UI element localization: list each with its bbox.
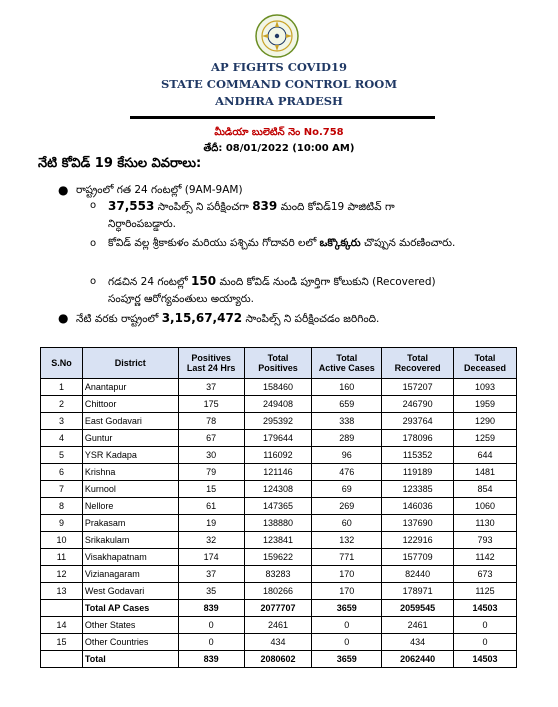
table-cell: 37 bbox=[178, 566, 244, 583]
table-cell: 2059545 bbox=[382, 600, 454, 617]
table-cell bbox=[41, 600, 83, 617]
column-header: District bbox=[82, 348, 178, 379]
district-cases-table bbox=[40, 347, 517, 668]
table-cell: Other Countries bbox=[82, 634, 178, 651]
table-row bbox=[41, 379, 517, 396]
table-cell: 2461 bbox=[244, 617, 312, 634]
table-cell: 0 bbox=[454, 634, 517, 651]
table-cell: Guntur bbox=[82, 430, 178, 447]
table-row bbox=[41, 396, 517, 413]
table-cell: 119189 bbox=[382, 464, 454, 481]
table-cell: 170 bbox=[312, 583, 382, 600]
table-cell: 15 bbox=[178, 481, 244, 498]
table-cell: 2 bbox=[41, 396, 83, 413]
point-1c: గడచిన 24 గంటల్లో 150 మంది కోవిడ్ నుండి పూర్తిగా కోలుకుని (Recovered) bbox=[108, 274, 436, 288]
column-header: S.No bbox=[41, 348, 83, 379]
table-cell: 289 bbox=[312, 430, 382, 447]
header-divider bbox=[130, 116, 435, 119]
table-cell: 1481 bbox=[454, 464, 517, 481]
table-cell: 249408 bbox=[244, 396, 312, 413]
table-row bbox=[41, 481, 517, 498]
table-cell: 434 bbox=[382, 634, 454, 651]
table-cell: 180266 bbox=[244, 583, 312, 600]
table-cell: Nellore bbox=[82, 498, 178, 515]
table-body bbox=[41, 379, 517, 668]
table-cell: 293764 bbox=[382, 413, 454, 430]
table-cell: 338 bbox=[312, 413, 382, 430]
table-cell: 174 bbox=[178, 549, 244, 566]
table-cell: 35 bbox=[178, 583, 244, 600]
table-cell: 175 bbox=[178, 396, 244, 413]
table-cell: 116092 bbox=[244, 447, 312, 464]
table-cell: 1290 bbox=[454, 413, 517, 430]
table-row bbox=[41, 464, 517, 481]
table-cell: 1130 bbox=[454, 515, 517, 532]
table-cell: 9 bbox=[41, 515, 83, 532]
table-row bbox=[41, 413, 517, 430]
table-row bbox=[41, 549, 517, 566]
table-cell: 673 bbox=[454, 566, 517, 583]
table-row bbox=[41, 430, 517, 447]
table-cell: Krishna bbox=[82, 464, 178, 481]
table-cell bbox=[41, 651, 83, 668]
table-cell: 13 bbox=[41, 583, 83, 600]
table-cell: 147365 bbox=[244, 498, 312, 515]
table-cell: 122916 bbox=[382, 532, 454, 549]
table-cell: 793 bbox=[454, 532, 517, 549]
sub-bullet-icon: o bbox=[90, 200, 97, 211]
column-header: Positives Last 24 Hrs bbox=[178, 348, 244, 379]
table-cell: 3 bbox=[41, 413, 83, 430]
table-cell: 771 bbox=[312, 549, 382, 566]
sub-bullet-icon: o bbox=[90, 238, 97, 249]
table-row bbox=[41, 515, 517, 532]
table-cell: Chittoor bbox=[82, 396, 178, 413]
table-cell: Srikakulam bbox=[82, 532, 178, 549]
table-cell: 96 bbox=[312, 447, 382, 464]
table-cell: Total bbox=[82, 651, 178, 668]
table-cell: 295392 bbox=[244, 413, 312, 430]
table-cell: 14503 bbox=[454, 651, 517, 668]
table-cell: 19 bbox=[178, 515, 244, 532]
table-cell: 1060 bbox=[454, 498, 517, 515]
table-cell: 476 bbox=[312, 464, 382, 481]
table-cell: 659 bbox=[312, 396, 382, 413]
table-cell: 4 bbox=[41, 430, 83, 447]
table-cell: 8 bbox=[41, 498, 83, 515]
table-cell: 6 bbox=[41, 464, 83, 481]
table-cell: 3659 bbox=[312, 651, 382, 668]
table-cell: 78 bbox=[178, 413, 244, 430]
table-cell: 83283 bbox=[244, 566, 312, 583]
table-cell: 160 bbox=[312, 379, 382, 396]
table-cell: 1259 bbox=[454, 430, 517, 447]
table-cell: 2077707 bbox=[244, 600, 312, 617]
table-row bbox=[41, 498, 517, 515]
table-cell: 10 bbox=[41, 532, 83, 549]
table-cell: East Godavari bbox=[82, 413, 178, 430]
table-cell: 137690 bbox=[382, 515, 454, 532]
table-cell: 11 bbox=[41, 549, 83, 566]
table-cell: 1125 bbox=[454, 583, 517, 600]
table-cell: 157207 bbox=[382, 379, 454, 396]
table-cell: 434 bbox=[244, 634, 312, 651]
table-row bbox=[41, 447, 517, 464]
table-cell: 1142 bbox=[454, 549, 517, 566]
table-row bbox=[41, 532, 517, 549]
bullet-icon: ● bbox=[58, 183, 69, 197]
table-cell: 146036 bbox=[382, 498, 454, 515]
table-cell: 159622 bbox=[244, 549, 312, 566]
table-cell: YSR Kadapa bbox=[82, 447, 178, 464]
page-heading: నేటి కోవిడ్ 19 కేసుల వివరాలు: bbox=[38, 156, 202, 171]
table-cell: Total AP Cases bbox=[82, 600, 178, 617]
table-cell: 79 bbox=[178, 464, 244, 481]
table-cell: 0 bbox=[178, 617, 244, 634]
table-cell: 269 bbox=[312, 498, 382, 515]
table-cell: 12 bbox=[41, 566, 83, 583]
point-1c-cont: సంపూర్ణ ఆరోగ్యవంతులు అయ్యారు. bbox=[108, 293, 254, 305]
table-cell: Kurnool bbox=[82, 481, 178, 498]
table-cell: Anantapur bbox=[82, 379, 178, 396]
table-cell: 82440 bbox=[382, 566, 454, 583]
header-state: ANDHRA PRADESH bbox=[215, 94, 343, 108]
table-cell: Vizianagaram bbox=[82, 566, 178, 583]
table-cell: 644 bbox=[454, 447, 517, 464]
table-cell: 246790 bbox=[382, 396, 454, 413]
bullet-icon: ● bbox=[58, 311, 69, 325]
point-1b: కోవిడ్ వల్ల శ్రీకాకుళం మరియు పశ్చిమ గోదావరి లలో ఒక్కొక్కరు చొప్పున మరణించారు. bbox=[108, 237, 456, 249]
table-cell: 123841 bbox=[244, 532, 312, 549]
table-cell: 3659 bbox=[312, 600, 382, 617]
grand-total-row bbox=[41, 651, 517, 668]
bulletin-date: తేదీ: 08/01/2022 (10:00 AM) bbox=[203, 143, 355, 154]
table-cell: 132 bbox=[312, 532, 382, 549]
table-cell: 158460 bbox=[244, 379, 312, 396]
column-header: Total Active Cases bbox=[312, 348, 382, 379]
table-cell: Visakhapatnam bbox=[82, 549, 178, 566]
table-cell: 178971 bbox=[382, 583, 454, 600]
table-row bbox=[41, 617, 517, 634]
table-cell: 178096 bbox=[382, 430, 454, 447]
table-cell: 0 bbox=[178, 634, 244, 651]
column-header: Total Recovered bbox=[382, 348, 454, 379]
table-header-row bbox=[41, 348, 517, 379]
table-cell: 7 bbox=[41, 481, 83, 498]
sub-bullet-icon: o bbox=[90, 276, 97, 287]
table-cell: 32 bbox=[178, 532, 244, 549]
table-cell: 2461 bbox=[382, 617, 454, 634]
table-cell: 0 bbox=[312, 634, 382, 651]
table-cell: 1093 bbox=[454, 379, 517, 396]
table-row bbox=[41, 566, 517, 583]
point-2: నేటి వరకు రాష్ట్రంలో 3,15,67,472 సాంపిల్స్ ని పరీక్షించడం జరిగింది. bbox=[76, 311, 380, 325]
table-cell: 839 bbox=[178, 651, 244, 668]
media-bulletin-number: మీడియా బులెటిన్ నెం No.758 bbox=[214, 127, 344, 138]
table-cell: 37 bbox=[178, 379, 244, 396]
table-cell: 61 bbox=[178, 498, 244, 515]
table-cell: 179644 bbox=[244, 430, 312, 447]
table-cell: 69 bbox=[312, 481, 382, 498]
table-cell: 15 bbox=[41, 634, 83, 651]
table-cell: 30 bbox=[178, 447, 244, 464]
table-cell: 14503 bbox=[454, 600, 517, 617]
table-cell: 854 bbox=[454, 481, 517, 498]
table-cell: 14 bbox=[41, 617, 83, 634]
table-cell: 0 bbox=[454, 617, 517, 634]
table-cell: 2062440 bbox=[382, 651, 454, 668]
table-cell: 138880 bbox=[244, 515, 312, 532]
state-emblem-icon bbox=[255, 14, 299, 58]
ap-total-row bbox=[41, 600, 517, 617]
table-cell: 67 bbox=[178, 430, 244, 447]
table-cell: Other States bbox=[82, 617, 178, 634]
table-cell: 0 bbox=[312, 617, 382, 634]
table-row bbox=[41, 634, 517, 651]
table-cell: 121146 bbox=[244, 464, 312, 481]
table-cell: 170 bbox=[312, 566, 382, 583]
point-1-intro: రాష్ట్రంలో గత 24 గంటల్లో (9AM-9AM) bbox=[76, 184, 243, 196]
table-cell: 60 bbox=[312, 515, 382, 532]
table-cell: 2080602 bbox=[244, 651, 312, 668]
table-cell: 115352 bbox=[382, 447, 454, 464]
point-1a: 37,553 సాంపిల్స్ ని పరీక్షించగా 839 మంది కోవిడ్19 పాజిటివ్ గా bbox=[108, 199, 395, 213]
table-row bbox=[41, 583, 517, 600]
table-cell: Prakasam bbox=[82, 515, 178, 532]
column-header: Total Deceased bbox=[454, 348, 517, 379]
table-cell: 839 bbox=[178, 600, 244, 617]
header-title: AP FIGHTS COVID19 bbox=[211, 60, 347, 74]
table-cell: 123385 bbox=[382, 481, 454, 498]
table-cell: 124308 bbox=[244, 481, 312, 498]
column-header: Total Positives bbox=[244, 348, 312, 379]
table-cell: 5 bbox=[41, 447, 83, 464]
table-cell: West Godavari bbox=[82, 583, 178, 600]
table-cell: 157709 bbox=[382, 549, 454, 566]
point-1a-cont: నిర్ధారింపబడ్డారు. bbox=[108, 218, 177, 230]
table-cell: 1 bbox=[41, 379, 83, 396]
header-subtitle: STATE COMMAND CONTROL ROOM bbox=[160, 77, 398, 91]
table-cell: 1959 bbox=[454, 396, 517, 413]
